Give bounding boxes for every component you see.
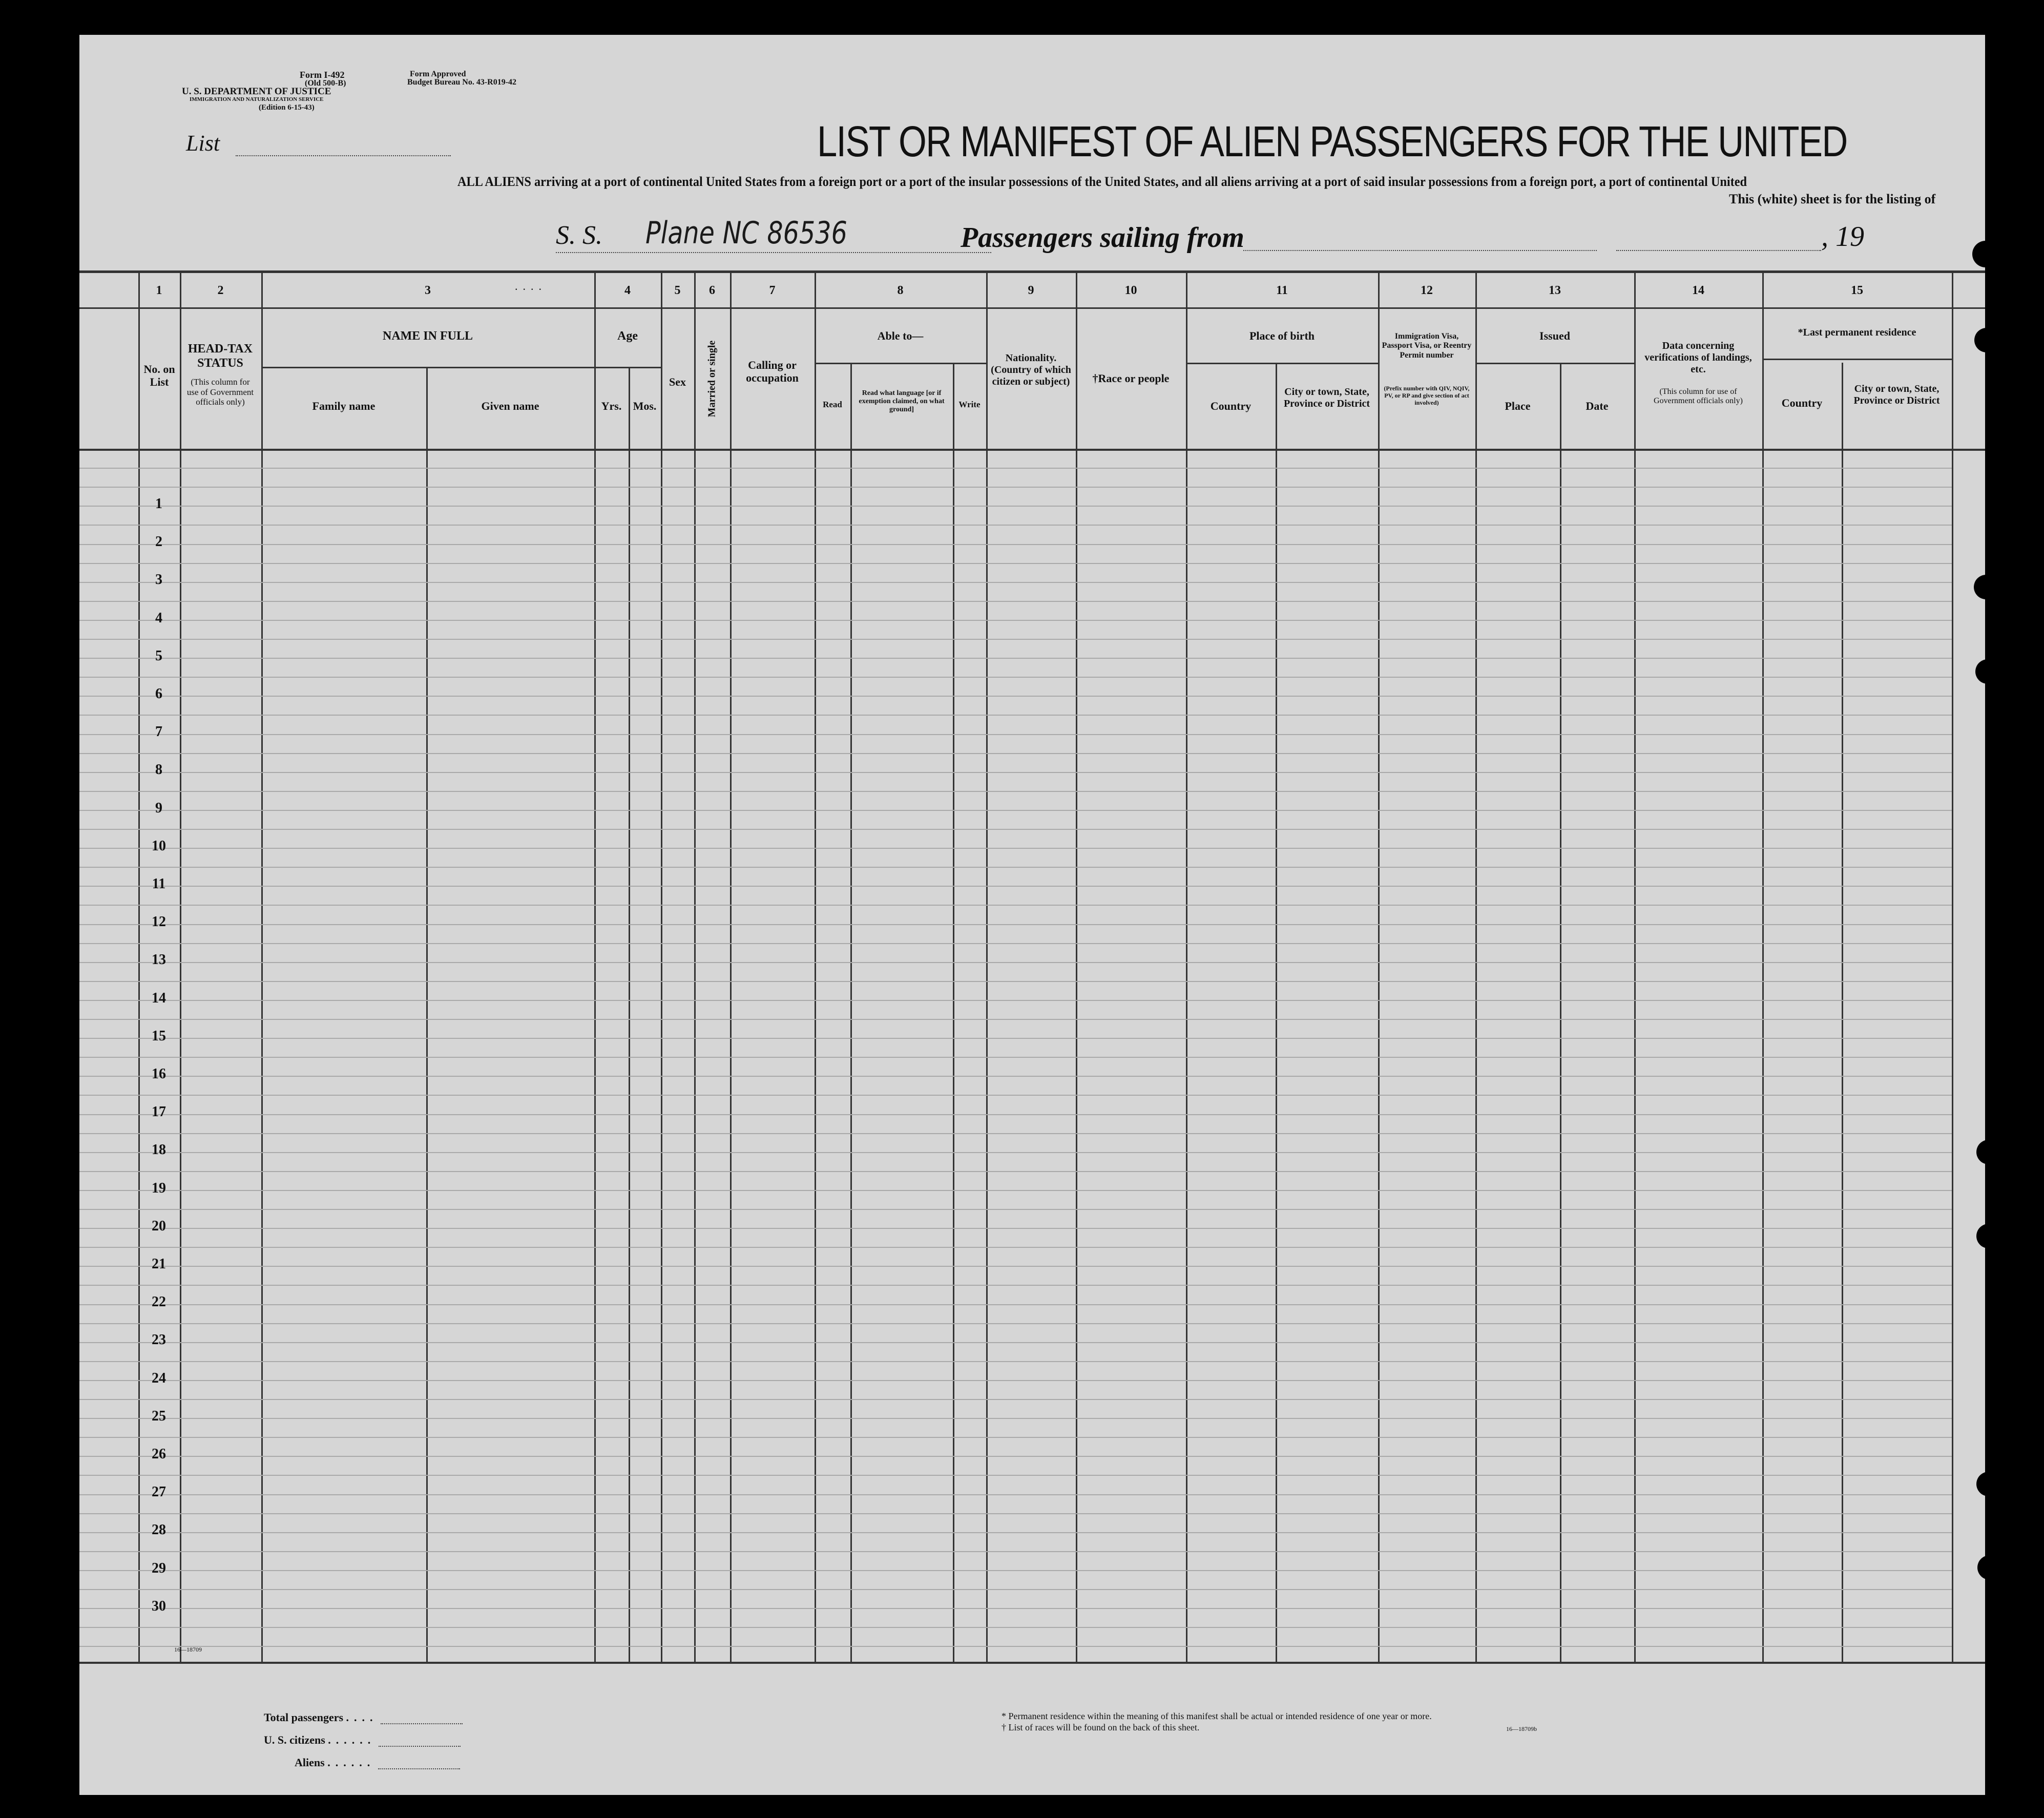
row-number: 14 xyxy=(152,990,166,1006)
row-number: 6 xyxy=(155,686,162,702)
total-passengers-row: Total passengers .... xyxy=(264,1711,463,1724)
total-passengers-label: Total passengers xyxy=(264,1711,344,1724)
form-old-number: (Old 500-B) xyxy=(305,79,346,88)
vessel-prefix: S. S. xyxy=(556,221,602,250)
header-family-name: Family name xyxy=(312,400,376,412)
ruled-line xyxy=(79,1133,1952,1134)
vessel-underline xyxy=(556,252,991,253)
aliens-label: Aliens xyxy=(295,1756,325,1769)
header-head-tax: HEAD-TAX STATUS xyxy=(187,342,253,370)
header-birth-city: City or town, State, Province or District xyxy=(1283,386,1370,409)
aliens-row: Aliens ...... xyxy=(295,1756,460,1769)
colnum-1: 1 xyxy=(156,284,162,297)
total-passengers-blank xyxy=(381,1723,463,1724)
header-name-in-full: NAME IN FULL xyxy=(382,329,473,343)
colnum-3: 3 xyxy=(425,284,431,297)
ruled-line xyxy=(79,715,1952,716)
ruled-line xyxy=(79,506,1952,507)
aliens-blank xyxy=(378,1768,460,1769)
colnum-7: 7 xyxy=(769,284,776,297)
row-number: 22 xyxy=(152,1294,166,1310)
row-number: 11 xyxy=(152,876,166,892)
ruled-line xyxy=(79,1627,1952,1628)
list-blank xyxy=(236,155,451,156)
row-number: 20 xyxy=(152,1218,166,1234)
row-number: 28 xyxy=(152,1522,166,1538)
table-top-rule xyxy=(79,270,1985,273)
ruled-line xyxy=(79,1266,1952,1267)
us-citizens-blank xyxy=(379,1746,461,1747)
us-citizens-label: U. S. citizens xyxy=(264,1733,325,1746)
ruled-line xyxy=(79,791,1952,792)
ruled-line xyxy=(79,962,1952,963)
header-age: Age xyxy=(617,329,638,343)
ruled-line xyxy=(79,1171,1952,1172)
ruled-line xyxy=(79,1608,1952,1609)
col-rule-9 xyxy=(986,270,988,1662)
header-issued-place: Place xyxy=(1505,400,1531,412)
col-rule-13 xyxy=(1475,270,1477,1662)
ruled-line xyxy=(79,943,1952,944)
row-number: 3 xyxy=(155,572,162,588)
ruled-line xyxy=(79,772,1952,773)
ruled-line xyxy=(79,582,1952,583)
ruled-line xyxy=(79,1570,1952,1571)
name-sub-rule xyxy=(261,367,594,368)
ruled-line xyxy=(79,1076,1952,1077)
print-code-left: 16—18709 xyxy=(174,1646,202,1653)
punch-hole xyxy=(1972,241,1999,267)
row-number: 29 xyxy=(152,1560,166,1576)
ruled-line xyxy=(79,1114,1952,1115)
service-name: IMMIGRATION AND NATURALIZATION SERVICE xyxy=(190,96,324,102)
issued-sub-rule xyxy=(1475,363,1634,364)
row-number: 30 xyxy=(152,1598,166,1614)
header-no-on-list: No. on List xyxy=(143,363,175,389)
row-number: 19 xyxy=(152,1180,166,1196)
ruled-line xyxy=(79,886,1952,887)
ruled-line xyxy=(79,924,1952,925)
ruled-line xyxy=(79,1247,1952,1248)
header-last-residence: *Last permanent residence xyxy=(1798,327,1916,338)
ruled-line xyxy=(79,867,1952,868)
ruled-line xyxy=(79,1285,1952,1286)
ruled-line xyxy=(79,1475,1952,1476)
birth-sub-rule xyxy=(1186,363,1378,364)
punch-hole xyxy=(1976,1140,2001,1164)
colnum-6: 6 xyxy=(709,284,715,297)
ruled-line xyxy=(79,1456,1952,1457)
ruled-line xyxy=(79,1589,1952,1590)
colnum-10: 10 xyxy=(1124,284,1137,297)
header-able-to: Able to— xyxy=(877,329,924,342)
header-nationality: Nationality. (Country of which citizen or subject) xyxy=(991,352,1071,387)
colnum-14: 14 xyxy=(1692,284,1704,297)
ruled-line xyxy=(79,1418,1952,1419)
ruled-line xyxy=(79,1038,1952,1039)
ruled-line xyxy=(79,601,1952,602)
ruled-line xyxy=(79,1209,1952,1210)
header-verifications: Data concerning verifications of landings, etc. xyxy=(1644,340,1752,375)
colnum-13: 13 xyxy=(1549,284,1561,297)
col-rule-10 xyxy=(1076,270,1077,1662)
row-number: 13 xyxy=(152,952,166,968)
col-rule-8b xyxy=(850,363,852,1662)
row-number: 10 xyxy=(152,838,166,854)
punch-hole xyxy=(1974,328,1999,352)
punch-hole xyxy=(1976,1472,2001,1496)
ruled-line xyxy=(79,1228,1952,1229)
ruled-line xyxy=(79,1304,1952,1305)
ruled-line xyxy=(79,905,1952,906)
sailing-port-blank xyxy=(1243,250,1597,251)
ruled-line xyxy=(79,563,1952,564)
col-rule-11b xyxy=(1276,363,1277,1662)
colnum-2: 2 xyxy=(217,284,224,297)
colnum-12: 12 xyxy=(1421,284,1433,297)
row-number: 1 xyxy=(155,496,162,512)
ruled-line xyxy=(79,753,1952,754)
punch-hole xyxy=(1975,659,2000,684)
header-residence-city: City or town, State, Province or District xyxy=(1853,383,1940,406)
instructions-line-1: ALL ALIENS arriving at a port of continental United States from a foreign port or a port of the insular possessions of the United States, and all aliens arriving at a port of said insular possessions from a foreign port, a port of continental United xyxy=(457,174,1747,189)
col-rule-6 xyxy=(694,270,696,1662)
header-race: †Race or people xyxy=(1092,372,1170,385)
col-rule-11 xyxy=(1186,270,1187,1662)
row-number: 23 xyxy=(152,1332,166,1348)
ruled-line xyxy=(79,1551,1952,1552)
footnote-permanent-residence: * Permanent residence within the meaning of this manifest shall be actual or intended residence of one year or more. xyxy=(1002,1711,1432,1721)
ruled-line xyxy=(79,1057,1952,1058)
punch-hole xyxy=(1976,1224,2001,1248)
col-rule-12 xyxy=(1378,270,1380,1662)
header-head-tax-note: (This column for use of Government officials only) xyxy=(186,377,254,407)
col-rule-4b xyxy=(629,367,630,1662)
header-place-of-birth: Place of birth xyxy=(1249,329,1315,342)
sailing-date-blank xyxy=(1616,250,1821,251)
age-sub-rule xyxy=(594,367,661,368)
form-approved: Form Approved xyxy=(410,70,466,78)
ruled-line xyxy=(79,1342,1952,1343)
col-rule-15 xyxy=(1762,270,1764,1662)
ruled-line xyxy=(79,487,1952,488)
header-visa-note: (Prefix number with QIV, NQIV, PV, or RP and give section of act involved) xyxy=(1384,385,1470,406)
header-bottom-rule xyxy=(79,449,1985,451)
row-number: 8 xyxy=(155,762,162,778)
ruled-line xyxy=(79,981,1952,982)
edition: (Edition 6-15-43) xyxy=(259,103,315,112)
year-prefix: , 19 xyxy=(1821,221,1864,253)
row-number: 21 xyxy=(152,1256,166,1272)
able-sub-rule xyxy=(815,363,986,364)
header-age-yrs: Yrs. xyxy=(601,400,622,412)
col-rule-15b xyxy=(1842,363,1843,1662)
header-age-mos: Mos. xyxy=(633,400,657,412)
print-code-right: 16—18709b xyxy=(1506,1725,1537,1732)
colnum-15: 15 xyxy=(1851,284,1863,297)
ruled-line xyxy=(79,1190,1952,1191)
row-number: 12 xyxy=(152,914,166,930)
ruled-line xyxy=(79,639,1952,640)
row-number: 7 xyxy=(155,724,162,740)
col-rule-14 xyxy=(1634,270,1636,1662)
colnum-rule xyxy=(79,307,1985,309)
row-number: 25 xyxy=(152,1408,166,1424)
ruled-line xyxy=(79,1000,1952,1001)
footnote-race-list: † List of races will be found on the back of this sheet. xyxy=(1002,1722,1200,1732)
col-rule-end xyxy=(1952,270,1953,1662)
ruled-line xyxy=(79,1494,1952,1495)
row-number: 9 xyxy=(155,800,162,816)
ruled-line xyxy=(79,1152,1952,1153)
ruled-line xyxy=(79,1437,1952,1438)
header-write: Write xyxy=(958,400,981,409)
header-birth-country: Country xyxy=(1210,400,1252,412)
colnum-3-dots: .... xyxy=(515,280,547,292)
punch-hole xyxy=(1977,1555,2002,1580)
ruled-line xyxy=(79,829,1952,830)
budget-number: Budget Bureau No. 43-R019-42 xyxy=(407,78,517,87)
ruled-line xyxy=(79,468,1952,469)
table-bottom-rule xyxy=(79,1662,1985,1664)
row-number: 18 xyxy=(152,1142,166,1158)
ruled-line xyxy=(79,848,1952,849)
page-title: LIST OR MANIFEST OF ALIEN PASSENGERS FOR THE UNITED xyxy=(817,117,1847,165)
row-number: 16 xyxy=(152,1066,166,1082)
ruled-line xyxy=(79,525,1952,526)
instructions-line-2: This (white) sheet is for the listing of xyxy=(1729,192,1936,206)
form-number: Form I-492 xyxy=(300,70,345,80)
colnum-8: 8 xyxy=(897,284,904,297)
manifest-sheet xyxy=(79,35,1985,1795)
header-visa: Immigration Visa, Passport Visa, or Reentry Permit number xyxy=(1382,332,1472,360)
header-given-name: Given name xyxy=(481,400,539,412)
header-calling: Calling or occupation xyxy=(746,359,799,385)
row-number: 24 xyxy=(152,1370,166,1386)
department-name: U. S. DEPARTMENT OF JUSTICE xyxy=(182,86,331,97)
list-label xyxy=(186,130,451,156)
row-number: 17 xyxy=(152,1104,166,1120)
header-issued: Issued xyxy=(1539,329,1570,342)
header-read-language: Read what language [or if exemption claimed, on what ground] xyxy=(859,389,945,414)
col-rule-8 xyxy=(815,270,816,1662)
row-number: 5 xyxy=(155,647,162,664)
ruled-line xyxy=(79,1380,1952,1381)
ruled-line xyxy=(79,1361,1952,1362)
us-citizens-row: U. S. citizens ...... xyxy=(264,1733,461,1747)
ruled-line xyxy=(79,734,1952,735)
ruled-line xyxy=(79,658,1952,659)
list-label-text: List xyxy=(186,131,220,156)
ruled-line xyxy=(79,677,1952,678)
col-rule-4 xyxy=(594,270,596,1662)
header-issued-date: Date xyxy=(1586,400,1609,412)
col-rule-8c xyxy=(953,363,954,1662)
ruled-line xyxy=(79,1646,1952,1647)
col-rule-7 xyxy=(730,270,732,1662)
header-sex: Sex xyxy=(669,375,686,388)
col-rule-3b xyxy=(426,367,428,1662)
ruled-line xyxy=(79,1513,1952,1514)
ruled-line xyxy=(79,620,1952,621)
punch-hole xyxy=(1974,575,1998,599)
row-number: 27 xyxy=(152,1484,166,1500)
col-rule-3 xyxy=(261,270,263,1662)
col-rule-13b xyxy=(1560,363,1561,1662)
ruled-line xyxy=(79,544,1952,545)
header-verifications-note: (This column for use of Government officials only) xyxy=(1654,387,1743,406)
header-married-single: Married or single xyxy=(706,340,718,417)
colnum-5: 5 xyxy=(674,284,681,297)
ruled-line xyxy=(79,1095,1952,1096)
ruled-line xyxy=(79,696,1952,697)
colnum-4: 4 xyxy=(624,284,631,297)
ruled-line xyxy=(79,810,1952,811)
colnum-11: 11 xyxy=(1276,284,1288,297)
header-residence-country: Country xyxy=(1781,396,1823,409)
residence-sub-rule xyxy=(1762,359,1952,360)
row-number: 4 xyxy=(155,610,162,626)
vessel-name-handwritten: Plane NC 86536 xyxy=(645,215,847,251)
header-read: Read xyxy=(823,400,842,409)
row-number: 26 xyxy=(152,1446,166,1462)
col-rule-5 xyxy=(661,270,662,1662)
row-number: 2 xyxy=(155,534,162,550)
colnum-9: 9 xyxy=(1028,284,1034,297)
sailing-label: Passengers sailing from xyxy=(961,222,1244,254)
ruled-line xyxy=(79,1019,1952,1020)
row-number: 15 xyxy=(152,1028,166,1044)
ruled-line xyxy=(79,1532,1952,1533)
ruled-line xyxy=(79,1399,1952,1400)
ruled-line xyxy=(79,1323,1952,1324)
